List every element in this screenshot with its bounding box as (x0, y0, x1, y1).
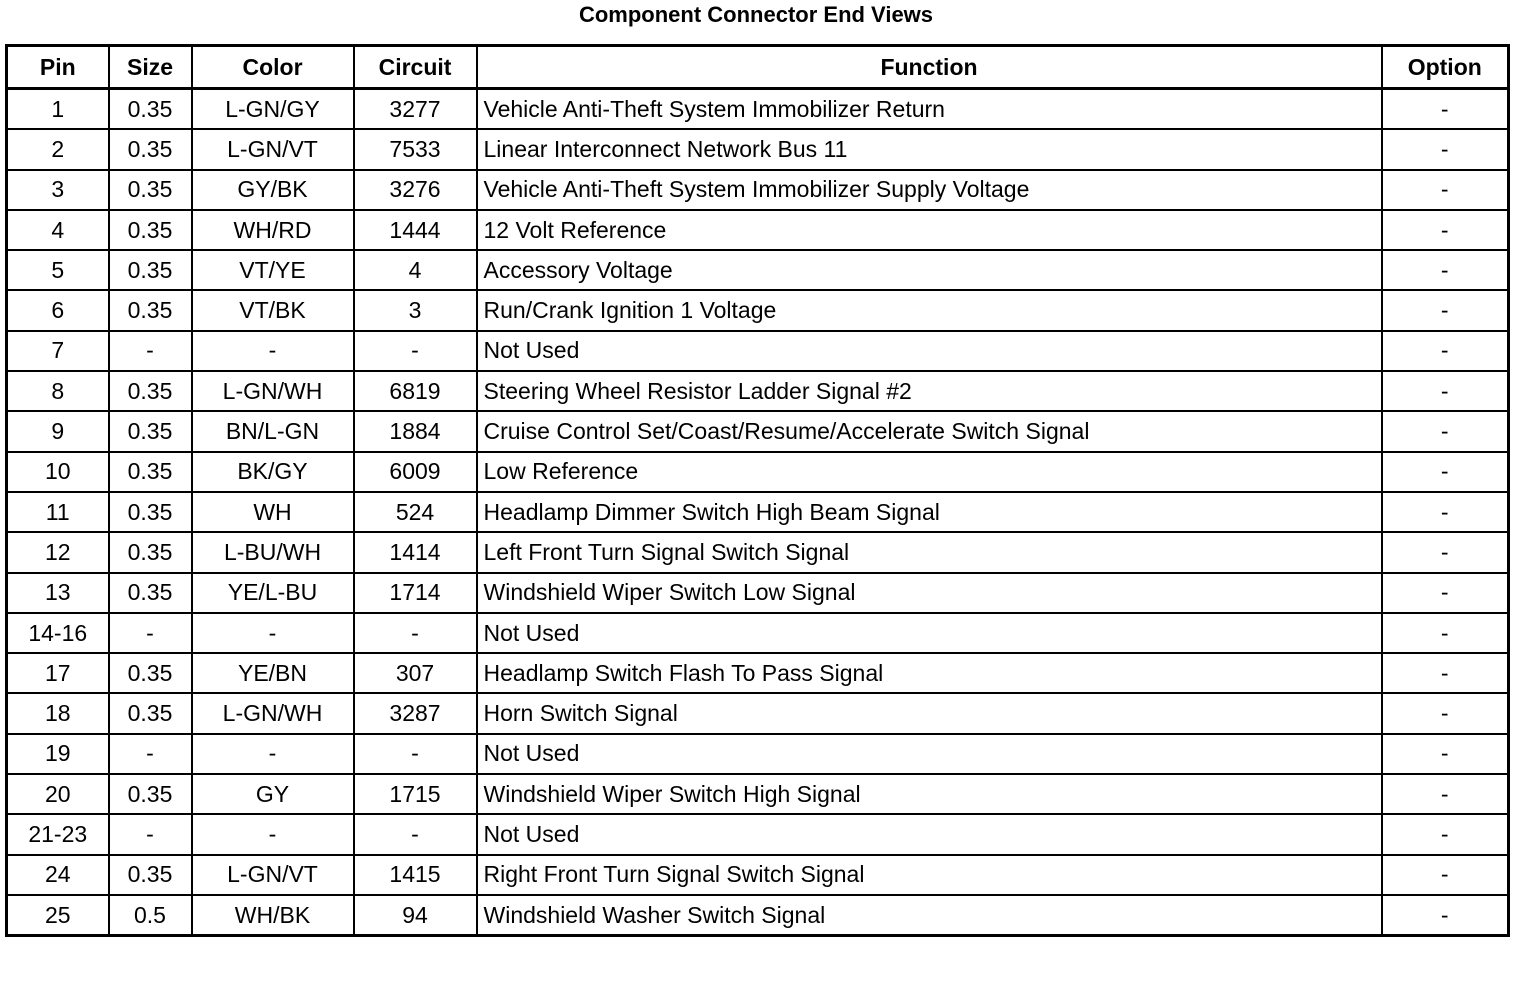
table-row (7, 170, 1509, 210)
cell-size: 0.35 (109, 89, 192, 130)
cell-size: 0.35 (109, 573, 192, 613)
header-option: Option (1382, 46, 1509, 89)
cell-color: L-BU/WH (192, 532, 354, 572)
table-row (7, 492, 1509, 532)
cell-size: 0.35 (109, 129, 192, 169)
cell-option: - (1382, 452, 1509, 492)
cell-option: - (1382, 210, 1509, 250)
cell-circuit: 1415 (354, 855, 477, 895)
cell-pin: 24 (7, 855, 109, 895)
table-header-row (7, 46, 1509, 89)
cell-size: 0.5 (109, 895, 192, 936)
table-row (7, 371, 1509, 411)
cell-size: 0.35 (109, 774, 192, 814)
cell-pin: 13 (7, 573, 109, 613)
cell-color: GY/BK (192, 170, 354, 210)
table-row (7, 573, 1509, 613)
cell-size: - (109, 613, 192, 653)
table-row (7, 734, 1509, 774)
table-row (7, 653, 1509, 693)
cell-function: Not Used (477, 613, 1382, 653)
cell-option: - (1382, 855, 1509, 895)
table-row (7, 411, 1509, 451)
cell-circuit: 524 (354, 492, 477, 532)
cell-option: - (1382, 331, 1509, 371)
cell-option: - (1382, 129, 1509, 169)
cell-size: 0.35 (109, 290, 192, 330)
cell-circuit: 3287 (354, 693, 477, 733)
cell-function: Headlamp Dimmer Switch High Beam Signal (477, 492, 1382, 532)
cell-function: Run/Crank Ignition 1 Voltage (477, 290, 1382, 330)
cell-function: Not Used (477, 814, 1382, 854)
header-size: Size (109, 46, 192, 89)
header-color: Color (192, 46, 354, 89)
cell-color: VT/YE (192, 250, 354, 290)
cell-pin: 25 (7, 895, 109, 936)
cell-option: - (1382, 290, 1509, 330)
cell-size: 0.35 (109, 411, 192, 451)
cell-pin: 3 (7, 170, 109, 210)
table-row (7, 290, 1509, 330)
cell-option: - (1382, 693, 1509, 733)
table-row (7, 774, 1509, 814)
cell-size: 0.35 (109, 693, 192, 733)
cell-pin: 9 (7, 411, 109, 451)
cell-function: Horn Switch Signal (477, 693, 1382, 733)
cell-function: Not Used (477, 331, 1382, 371)
cell-color: L-GN/GY (192, 89, 354, 130)
cell-color: - (192, 613, 354, 653)
table-row (7, 250, 1509, 290)
cell-circuit: - (354, 613, 477, 653)
cell-pin: 14-16 (7, 613, 109, 653)
cell-function: Steering Wheel Resistor Ladder Signal #2 (477, 371, 1382, 411)
cell-option: - (1382, 89, 1509, 130)
cell-circuit: 1715 (354, 774, 477, 814)
table-row (7, 855, 1509, 895)
cell-function: Windshield Washer Switch Signal (477, 895, 1382, 936)
cell-size: 0.35 (109, 653, 192, 693)
cell-circuit: 7533 (354, 129, 477, 169)
cell-function: Cruise Control Set/Coast/Resume/Accelerate Switch Signal (477, 411, 1382, 451)
cell-function: Not Used (477, 734, 1382, 774)
table-body (7, 89, 1509, 936)
cell-option: - (1382, 170, 1509, 210)
cell-color: WH/RD (192, 210, 354, 250)
header-circuit: Circuit (354, 46, 477, 89)
cell-option: - (1382, 895, 1509, 936)
cell-pin: 8 (7, 371, 109, 411)
cell-color: GY (192, 774, 354, 814)
cell-function: Left Front Turn Signal Switch Signal (477, 532, 1382, 572)
cell-pin: 2 (7, 129, 109, 169)
cell-color: L-GN/VT (192, 855, 354, 895)
cell-pin: 7 (7, 331, 109, 371)
cell-pin: 6 (7, 290, 109, 330)
cell-size: 0.35 (109, 371, 192, 411)
cell-color: L-GN/WH (192, 371, 354, 411)
table-row (7, 210, 1509, 250)
cell-size: 0.35 (109, 170, 192, 210)
cell-circuit: 4 (354, 250, 477, 290)
cell-size: 0.35 (109, 452, 192, 492)
cell-function: Low Reference (477, 452, 1382, 492)
cell-size: - (109, 814, 192, 854)
cell-function: Headlamp Switch Flash To Pass Signal (477, 653, 1382, 693)
cell-size: - (109, 331, 192, 371)
cell-circuit: - (354, 331, 477, 371)
table-row (7, 895, 1509, 936)
cell-circuit: 1714 (354, 573, 477, 613)
connector-pin-table (5, 44, 1510, 937)
cell-function: 12 Volt Reference (477, 210, 1382, 250)
cell-option: - (1382, 734, 1509, 774)
cell-size: 0.35 (109, 855, 192, 895)
table-row (7, 89, 1509, 130)
cell-pin: 17 (7, 653, 109, 693)
cell-color: WH (192, 492, 354, 532)
cell-color: BK/GY (192, 452, 354, 492)
cell-circuit: 307 (354, 653, 477, 693)
cell-option: - (1382, 492, 1509, 532)
cell-color: VT/BK (192, 290, 354, 330)
cell-color: - (192, 734, 354, 774)
page-title: Component Connector End Views (578, 2, 934, 27)
cell-circuit: 3 (354, 290, 477, 330)
cell-option: - (1382, 371, 1509, 411)
table-row (7, 693, 1509, 733)
table-row (7, 814, 1509, 854)
cell-pin: 11 (7, 492, 109, 532)
cell-function: Windshield Wiper Switch High Signal (477, 774, 1382, 814)
table-row (7, 613, 1509, 653)
cell-size: 0.35 (109, 210, 192, 250)
cell-circuit: 6009 (354, 452, 477, 492)
cell-color: YE/L-BU (192, 573, 354, 613)
cell-pin: 19 (7, 734, 109, 774)
cell-color: YE/BN (192, 653, 354, 693)
cell-size: 0.35 (109, 492, 192, 532)
cell-color: - (192, 814, 354, 854)
cell-option: - (1382, 250, 1509, 290)
cell-circuit: - (354, 814, 477, 854)
cell-circuit: 6819 (354, 371, 477, 411)
cell-option: - (1382, 814, 1509, 854)
table-row (7, 129, 1509, 169)
cell-circuit: - (354, 734, 477, 774)
cell-pin: 1 (7, 89, 109, 130)
cell-circuit: 3276 (354, 170, 477, 210)
cell-option: - (1382, 411, 1509, 451)
cell-option: - (1382, 653, 1509, 693)
cell-circuit: 1444 (354, 210, 477, 250)
cell-pin: 20 (7, 774, 109, 814)
table-row (7, 532, 1509, 572)
cell-function: Vehicle Anti-Theft System Immobilizer Supply Voltage (477, 170, 1382, 210)
cell-size: 0.35 (109, 250, 192, 290)
cell-color: - (192, 331, 354, 371)
cell-pin: 10 (7, 452, 109, 492)
table-row (7, 331, 1509, 371)
cell-function: Accessory Voltage (477, 250, 1382, 290)
header-pin: Pin (7, 46, 109, 89)
cell-function: Right Front Turn Signal Switch Signal (477, 855, 1382, 895)
cell-option: - (1382, 573, 1509, 613)
cell-color: L-GN/WH (192, 693, 354, 733)
header-function: Function (477, 46, 1382, 89)
cell-function: Windshield Wiper Switch Low Signal (477, 573, 1382, 613)
cell-circuit: 1414 (354, 532, 477, 572)
cell-circuit: 1884 (354, 411, 477, 451)
cell-circuit: 3277 (354, 89, 477, 130)
cell-option: - (1382, 774, 1509, 814)
cell-option: - (1382, 613, 1509, 653)
cell-pin: 18 (7, 693, 109, 733)
cell-color: BN/L-GN (192, 411, 354, 451)
cell-pin: 5 (7, 250, 109, 290)
cell-size: 0.35 (109, 532, 192, 572)
cell-circuit: 94 (354, 895, 477, 936)
cell-option: - (1382, 532, 1509, 572)
cell-color: WH/BK (192, 895, 354, 936)
cell-color: L-GN/VT (192, 129, 354, 169)
cell-function: Vehicle Anti-Theft System Immobilizer Return (477, 89, 1382, 130)
cell-function: Linear Interconnect Network Bus 11 (477, 129, 1382, 169)
cell-size: - (109, 734, 192, 774)
cell-pin: 21-23 (7, 814, 109, 854)
cell-pin: 12 (7, 532, 109, 572)
cell-pin: 4 (7, 210, 109, 250)
table-row (7, 452, 1509, 492)
